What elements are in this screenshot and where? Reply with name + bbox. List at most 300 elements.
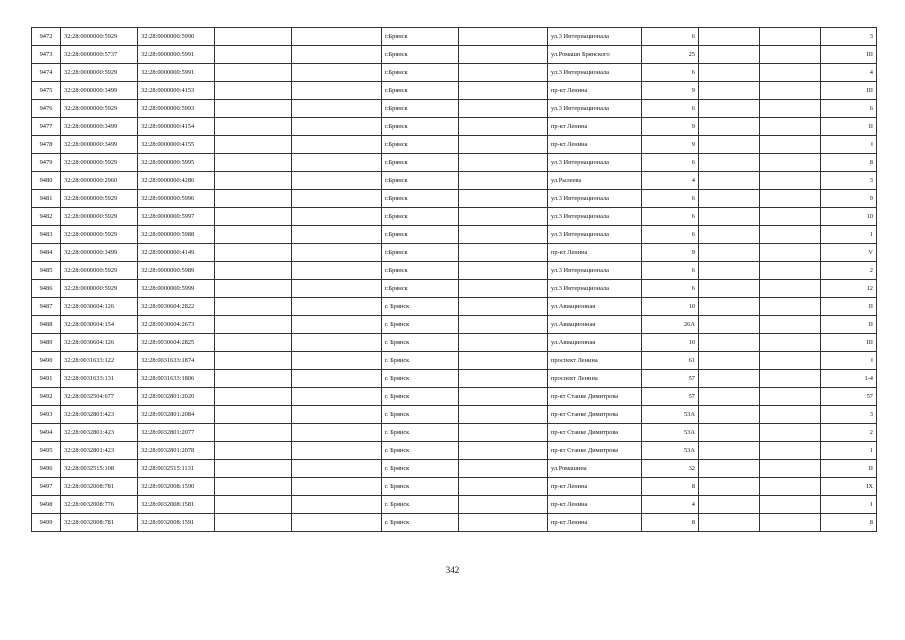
cell-col-5 bbox=[292, 406, 382, 424]
cell-col-4 bbox=[215, 46, 292, 64]
cell-col-11 bbox=[760, 208, 821, 226]
cell-object-cadastral-number: 32:28:0032008:1581 bbox=[138, 496, 215, 514]
cell-col-4 bbox=[215, 388, 292, 406]
cell-row-number: 9494 bbox=[32, 424, 61, 442]
cell-col-5 bbox=[292, 100, 382, 118]
cell-object-cadastral-number: 32:28:0032801:2084 bbox=[138, 406, 215, 424]
table-row bbox=[32, 352, 877, 370]
cell-row-number: 9493 bbox=[32, 406, 61, 424]
cell-house-number: 9 bbox=[642, 244, 699, 262]
cell-col-4 bbox=[215, 334, 292, 352]
cell-row-number: 9491 bbox=[32, 370, 61, 388]
table-row bbox=[32, 442, 877, 460]
cell-apartment: 9 bbox=[821, 190, 877, 208]
cell-col-10 bbox=[699, 118, 760, 136]
cell-city: г.Брянск bbox=[382, 154, 459, 172]
cell-col-5 bbox=[292, 208, 382, 226]
cell-apartment: 1 bbox=[821, 442, 877, 460]
table-row bbox=[32, 316, 877, 334]
cell-object-cadastral-number: 32:28:0000000:5990 bbox=[138, 28, 215, 46]
cell-col-11 bbox=[760, 352, 821, 370]
cell-house-number: 26А bbox=[642, 316, 699, 334]
cell-row-number: 9478 bbox=[32, 136, 61, 154]
cell-house-number: 10 bbox=[642, 298, 699, 316]
cell-cadastral-number: 32:28:0000000:5929 bbox=[61, 64, 138, 82]
cell-house-number: 53А bbox=[642, 406, 699, 424]
cell-house-number: 8 bbox=[642, 478, 699, 496]
cell-object-cadastral-number: 32:28:0032801:2020 bbox=[138, 388, 215, 406]
cell-col-4 bbox=[215, 460, 292, 478]
cell-cadastral-number: 32:28:0030604:154 bbox=[61, 316, 138, 334]
cell-col-5 bbox=[292, 172, 382, 190]
cell-city: г.Брянск bbox=[382, 244, 459, 262]
cell-col-11 bbox=[760, 298, 821, 316]
cell-apartment: 1 bbox=[821, 496, 877, 514]
cell-col-4 bbox=[215, 262, 292, 280]
cell-col-5 bbox=[292, 514, 382, 532]
cell-cadastral-number: 32:28:0000000:5929 bbox=[61, 226, 138, 244]
cell-row-number: 9489 bbox=[32, 334, 61, 352]
cell-street: ул.3 Интернационала bbox=[548, 226, 642, 244]
cell-col-7 bbox=[459, 244, 548, 262]
cell-col-11 bbox=[760, 118, 821, 136]
cell-city: г.Брянск bbox=[382, 82, 459, 100]
cell-col-10 bbox=[699, 154, 760, 172]
cell-object-cadastral-number: 32:28:0032515:1131 bbox=[138, 460, 215, 478]
cell-city: г.Брянск bbox=[382, 28, 459, 46]
cell-house-number: 6 bbox=[642, 190, 699, 208]
cell-house-number: 9 bbox=[642, 136, 699, 154]
cell-object-cadastral-number: 32:28:0032801:2078 bbox=[138, 442, 215, 460]
cell-col-10 bbox=[699, 280, 760, 298]
cell-col-5 bbox=[292, 262, 382, 280]
cell-object-cadastral-number: 32:28:0031633:1874 bbox=[138, 352, 215, 370]
cell-city: г.Брянск bbox=[382, 100, 459, 118]
cell-col-10 bbox=[699, 82, 760, 100]
cell-house-number: 10 bbox=[642, 334, 699, 352]
cell-col-4 bbox=[215, 172, 292, 190]
table-body bbox=[32, 28, 877, 532]
cell-house-number: 32 bbox=[642, 460, 699, 478]
cell-col-7 bbox=[459, 46, 548, 64]
cell-apartment: III bbox=[821, 334, 877, 352]
cell-cadastral-number: 32:28:0000000:3499 bbox=[61, 244, 138, 262]
cell-cadastral-number: 32:28:0031633:131 bbox=[61, 370, 138, 388]
cell-col-7 bbox=[459, 406, 548, 424]
cell-house-number: 6 bbox=[642, 100, 699, 118]
cell-cadastral-number: 32:28:0000000:5929 bbox=[61, 208, 138, 226]
cell-house-number: 57 bbox=[642, 388, 699, 406]
cell-apartment: II bbox=[821, 460, 877, 478]
cell-cadastral-number: 32:28:0032008:781 bbox=[61, 478, 138, 496]
cell-col-5 bbox=[292, 496, 382, 514]
cell-col-7 bbox=[459, 442, 548, 460]
cell-apartment: I bbox=[821, 352, 877, 370]
cell-house-number: 4 bbox=[642, 172, 699, 190]
cell-street: пр-кт Ленина bbox=[548, 496, 642, 514]
cell-cadastral-number: 32:28:0000000:5929 bbox=[61, 190, 138, 208]
cell-col-7 bbox=[459, 280, 548, 298]
cell-object-cadastral-number: 32:28:0000000:5991 bbox=[138, 46, 215, 64]
cell-col-10 bbox=[699, 334, 760, 352]
cell-col-5 bbox=[292, 316, 382, 334]
cell-col-4 bbox=[215, 298, 292, 316]
cell-cadastral-number: 32:28:0000000:3499 bbox=[61, 118, 138, 136]
cell-cadastral-number: 32:28:0032801:423 bbox=[61, 442, 138, 460]
cell-city: г. Брянск bbox=[382, 514, 459, 532]
cell-col-10 bbox=[699, 424, 760, 442]
cell-col-11 bbox=[760, 388, 821, 406]
cell-city: г. Брянск bbox=[382, 298, 459, 316]
cell-col-7 bbox=[459, 334, 548, 352]
cell-row-number: 9474 bbox=[32, 64, 61, 82]
cell-row-number: 9488 bbox=[32, 316, 61, 334]
cell-col-5 bbox=[292, 298, 382, 316]
table-row bbox=[32, 478, 877, 496]
cell-col-10 bbox=[699, 406, 760, 424]
cell-row-number: 9475 bbox=[32, 82, 61, 100]
table-row bbox=[32, 226, 877, 244]
cell-row-number: 9472 bbox=[32, 28, 61, 46]
cell-house-number: 6 bbox=[642, 262, 699, 280]
cell-col-4 bbox=[215, 514, 292, 532]
cell-city: г. Брянск bbox=[382, 496, 459, 514]
cell-col-7 bbox=[459, 352, 548, 370]
cell-house-number: 6 bbox=[642, 208, 699, 226]
cell-row-number: 9487 bbox=[32, 298, 61, 316]
cell-col-4 bbox=[215, 424, 292, 442]
cell-col-11 bbox=[760, 370, 821, 388]
cell-col-11 bbox=[760, 244, 821, 262]
cell-col-5 bbox=[292, 424, 382, 442]
cell-house-number: 6 bbox=[642, 226, 699, 244]
cell-city: г. Брянск bbox=[382, 334, 459, 352]
cell-cadastral-number: 32:28:0032801:423 bbox=[61, 424, 138, 442]
cell-object-cadastral-number: 32:28:0032008:1591 bbox=[138, 514, 215, 532]
cell-object-cadastral-number: 32:28:0030604:2673 bbox=[138, 316, 215, 334]
cell-col-5 bbox=[292, 388, 382, 406]
cell-col-4 bbox=[215, 496, 292, 514]
cell-street: пр-кт Станке Димитрова bbox=[548, 406, 642, 424]
cell-col-11 bbox=[760, 334, 821, 352]
cell-col-7 bbox=[459, 460, 548, 478]
cell-street: ул.Ромашина bbox=[548, 460, 642, 478]
cell-col-11 bbox=[760, 172, 821, 190]
table-row bbox=[32, 388, 877, 406]
cell-col-7 bbox=[459, 478, 548, 496]
cell-street: ул.3 Интернационала bbox=[548, 28, 642, 46]
registry-table bbox=[31, 27, 877, 532]
cell-cadastral-number: 32:28:0032008:781 bbox=[61, 514, 138, 532]
cell-street: ул.Авиационная bbox=[548, 298, 642, 316]
cell-col-11 bbox=[760, 514, 821, 532]
cell-city: г.Брянск bbox=[382, 208, 459, 226]
cell-apartment: 3 bbox=[821, 28, 877, 46]
cell-house-number: 8 bbox=[642, 514, 699, 532]
cell-cadastral-number: 32:28:0000000:3499 bbox=[61, 82, 138, 100]
cell-row-number: 9480 bbox=[32, 172, 61, 190]
table-row bbox=[32, 298, 877, 316]
cell-col-11 bbox=[760, 154, 821, 172]
cell-row-number: 9499 bbox=[32, 514, 61, 532]
cell-col-10 bbox=[699, 388, 760, 406]
table-row bbox=[32, 136, 877, 154]
table-row bbox=[32, 334, 877, 352]
cell-row-number: 9484 bbox=[32, 244, 61, 262]
cell-row-number: 9486 bbox=[32, 280, 61, 298]
cell-col-4 bbox=[215, 478, 292, 496]
cell-col-5 bbox=[292, 136, 382, 154]
cell-apartment: 57 bbox=[821, 388, 877, 406]
table-row bbox=[32, 208, 877, 226]
cell-col-11 bbox=[760, 424, 821, 442]
table-row bbox=[32, 460, 877, 478]
cell-apartment: 6 bbox=[821, 100, 877, 118]
cell-house-number: 6 bbox=[642, 280, 699, 298]
cell-col-7 bbox=[459, 28, 548, 46]
cell-street: ул.3 Интернационала bbox=[548, 208, 642, 226]
cell-col-4 bbox=[215, 190, 292, 208]
cell-col-4 bbox=[215, 136, 292, 154]
cell-object-cadastral-number: 32:28:0032008:1590 bbox=[138, 478, 215, 496]
cell-object-cadastral-number: 32:28:0000000:4154 bbox=[138, 118, 215, 136]
cell-col-7 bbox=[459, 190, 548, 208]
table-row bbox=[32, 370, 877, 388]
cell-col-11 bbox=[760, 64, 821, 82]
cell-house-number: 53А bbox=[642, 442, 699, 460]
cell-col-10 bbox=[699, 370, 760, 388]
cell-cadastral-number: 32:28:0000000:5929 bbox=[61, 100, 138, 118]
cell-apartment: IX bbox=[821, 478, 877, 496]
cell-house-number: 6 bbox=[642, 28, 699, 46]
cell-cadastral-number: 32:28:0032515:108 bbox=[61, 460, 138, 478]
cell-object-cadastral-number: 32:28:0000000:5996 bbox=[138, 190, 215, 208]
cell-house-number: 6 bbox=[642, 64, 699, 82]
cell-col-4 bbox=[215, 154, 292, 172]
cell-col-11 bbox=[760, 442, 821, 460]
cell-city: г. Брянск bbox=[382, 424, 459, 442]
cell-street: пр-кт Станке Димитрова bbox=[548, 424, 642, 442]
cell-street: ул.3 Интернационала bbox=[548, 262, 642, 280]
cell-city: г.Брянск bbox=[382, 64, 459, 82]
cell-street: ул.3 Интернационала bbox=[548, 190, 642, 208]
cell-row-number: 9490 bbox=[32, 352, 61, 370]
cell-street: проспект Ленина bbox=[548, 352, 642, 370]
cell-cadastral-number: 32:28:0000000:5929 bbox=[61, 154, 138, 172]
cell-object-cadastral-number: 32:28:0000000:4286 bbox=[138, 172, 215, 190]
cell-object-cadastral-number: 32:28:0000000:4155 bbox=[138, 136, 215, 154]
cell-street: ул.3 Интернационала bbox=[548, 280, 642, 298]
cell-col-7 bbox=[459, 154, 548, 172]
cell-col-5 bbox=[292, 460, 382, 478]
cell-row-number: 9479 bbox=[32, 154, 61, 172]
cell-city: г.Брянск bbox=[382, 280, 459, 298]
cell-object-cadastral-number: 32:28:0030604:2825 bbox=[138, 334, 215, 352]
cell-street: пр-кт Ленина bbox=[548, 514, 642, 532]
cell-col-7 bbox=[459, 118, 548, 136]
cell-apartment: 3 bbox=[821, 172, 877, 190]
cell-col-11 bbox=[760, 82, 821, 100]
cell-street: пр-кт Станке Димитрова bbox=[548, 388, 642, 406]
cell-object-cadastral-number: 32:28:0000000:5989 bbox=[138, 262, 215, 280]
cell-col-5 bbox=[292, 190, 382, 208]
cell-col-11 bbox=[760, 100, 821, 118]
table-row bbox=[32, 154, 877, 172]
cell-col-10 bbox=[699, 208, 760, 226]
cell-col-5 bbox=[292, 154, 382, 172]
cell-col-11 bbox=[760, 496, 821, 514]
cell-house-number: 25 bbox=[642, 46, 699, 64]
cell-street: пр-кт Ленина bbox=[548, 82, 642, 100]
cell-col-5 bbox=[292, 226, 382, 244]
cell-street: пр-кт Станке Димитрова bbox=[548, 442, 642, 460]
cell-street: пр-кт Ленина bbox=[548, 118, 642, 136]
cell-col-10 bbox=[699, 298, 760, 316]
cell-apartment: 3 bbox=[821, 406, 877, 424]
cell-col-5 bbox=[292, 478, 382, 496]
cell-cadastral-number: 32:28:0030604:126 bbox=[61, 298, 138, 316]
table-row bbox=[32, 190, 877, 208]
cell-cadastral-number: 32:28:0032801:423 bbox=[61, 406, 138, 424]
table-row bbox=[32, 244, 877, 262]
cell-apartment: 10 bbox=[821, 208, 877, 226]
cell-apartment: 1 bbox=[821, 226, 877, 244]
cell-city: г. Брянск bbox=[382, 316, 459, 334]
cell-col-10 bbox=[699, 226, 760, 244]
table-row bbox=[32, 424, 877, 442]
cell-col-7 bbox=[459, 208, 548, 226]
cell-row-number: 9497 bbox=[32, 478, 61, 496]
cell-cadastral-number: 32:28:0000000:5929 bbox=[61, 28, 138, 46]
cell-col-4 bbox=[215, 28, 292, 46]
cell-apartment: 1-4 bbox=[821, 370, 877, 388]
cell-street: ул.Рылеева bbox=[548, 172, 642, 190]
cell-apartment: II bbox=[821, 316, 877, 334]
cell-col-7 bbox=[459, 316, 548, 334]
cell-col-11 bbox=[760, 136, 821, 154]
cell-row-number: 9476 bbox=[32, 100, 61, 118]
table-row bbox=[32, 46, 877, 64]
cell-col-5 bbox=[292, 82, 382, 100]
cell-apartment: III bbox=[821, 46, 877, 64]
cell-col-11 bbox=[760, 460, 821, 478]
table-row bbox=[32, 172, 877, 190]
cell-col-5 bbox=[292, 244, 382, 262]
cell-street: ул.Авиационная bbox=[548, 334, 642, 352]
cell-col-11 bbox=[760, 190, 821, 208]
cell-apartment: II bbox=[821, 298, 877, 316]
cell-object-cadastral-number: 32:28:0032801:2077 bbox=[138, 424, 215, 442]
cell-city: г.Брянск bbox=[382, 190, 459, 208]
cell-col-4 bbox=[215, 82, 292, 100]
cell-col-4 bbox=[215, 118, 292, 136]
table-row bbox=[32, 28, 877, 46]
cell-col-4 bbox=[215, 406, 292, 424]
cell-col-10 bbox=[699, 46, 760, 64]
cell-apartment: 4 bbox=[821, 64, 877, 82]
cell-col-7 bbox=[459, 136, 548, 154]
cell-col-5 bbox=[292, 46, 382, 64]
cell-street: пр-кт Ленина bbox=[548, 136, 642, 154]
cell-col-10 bbox=[699, 64, 760, 82]
cell-col-4 bbox=[215, 100, 292, 118]
cell-cadastral-number: 32:28:0032008:776 bbox=[61, 496, 138, 514]
cell-object-cadastral-number: 32:28:0000000:5999 bbox=[138, 280, 215, 298]
cell-street: ул.3 Интернационала bbox=[548, 64, 642, 82]
table-row bbox=[32, 280, 877, 298]
cell-object-cadastral-number: 32:28:0000000:5997 bbox=[138, 208, 215, 226]
cell-col-7 bbox=[459, 514, 548, 532]
cell-col-11 bbox=[760, 478, 821, 496]
cell-col-5 bbox=[292, 64, 382, 82]
cell-city: г. Брянск bbox=[382, 406, 459, 424]
cell-cadastral-number: 32:28:0031633:122 bbox=[61, 352, 138, 370]
cell-col-7 bbox=[459, 388, 548, 406]
table-row bbox=[32, 100, 877, 118]
cell-col-4 bbox=[215, 370, 292, 388]
cell-col-7 bbox=[459, 298, 548, 316]
cell-city: г.Брянск bbox=[382, 172, 459, 190]
cell-col-5 bbox=[292, 280, 382, 298]
cell-apartment: 2 bbox=[821, 262, 877, 280]
cell-object-cadastral-number: 32:28:0031633:1806 bbox=[138, 370, 215, 388]
cell-col-10 bbox=[699, 262, 760, 280]
cell-row-number: 9496 bbox=[32, 460, 61, 478]
cell-col-11 bbox=[760, 226, 821, 244]
cell-col-4 bbox=[215, 352, 292, 370]
cell-col-4 bbox=[215, 244, 292, 262]
cell-row-number: 9498 bbox=[32, 496, 61, 514]
cell-col-11 bbox=[760, 46, 821, 64]
cell-city: г.Брянск bbox=[382, 118, 459, 136]
cell-row-number: 9485 bbox=[32, 262, 61, 280]
cell-apartment: V bbox=[821, 244, 877, 262]
cell-col-5 bbox=[292, 352, 382, 370]
cell-col-11 bbox=[760, 280, 821, 298]
cell-col-10 bbox=[699, 100, 760, 118]
cell-col-10 bbox=[699, 172, 760, 190]
cell-col-10 bbox=[699, 514, 760, 532]
cell-col-10 bbox=[699, 136, 760, 154]
cell-cadastral-number: 32:28:0000000:2960 bbox=[61, 172, 138, 190]
cell-col-5 bbox=[292, 28, 382, 46]
cell-col-10 bbox=[699, 190, 760, 208]
cell-col-5 bbox=[292, 334, 382, 352]
cell-col-5 bbox=[292, 442, 382, 460]
cell-house-number: 53А bbox=[642, 424, 699, 442]
cell-apartment: I bbox=[821, 136, 877, 154]
cell-cadastral-number: 32:28:0032504:677 bbox=[61, 388, 138, 406]
table-row bbox=[32, 496, 877, 514]
table-row bbox=[32, 118, 877, 136]
cell-apartment: 8 bbox=[821, 154, 877, 172]
cell-object-cadastral-number: 32:28:0000000:5993 bbox=[138, 100, 215, 118]
cell-col-7 bbox=[459, 496, 548, 514]
cell-row-number: 9477 bbox=[32, 118, 61, 136]
cell-city: г.Брянск bbox=[382, 46, 459, 64]
cell-col-11 bbox=[760, 262, 821, 280]
table-row bbox=[32, 406, 877, 424]
cell-apartment: II bbox=[821, 118, 877, 136]
cell-col-7 bbox=[459, 64, 548, 82]
cell-col-4 bbox=[215, 280, 292, 298]
cell-apartment: 12 bbox=[821, 280, 877, 298]
cell-col-10 bbox=[699, 28, 760, 46]
cell-city: г. Брянск bbox=[382, 442, 459, 460]
table-row bbox=[32, 64, 877, 82]
cell-cadastral-number: 32:28:0030604:126 bbox=[61, 334, 138, 352]
cell-col-10 bbox=[699, 352, 760, 370]
